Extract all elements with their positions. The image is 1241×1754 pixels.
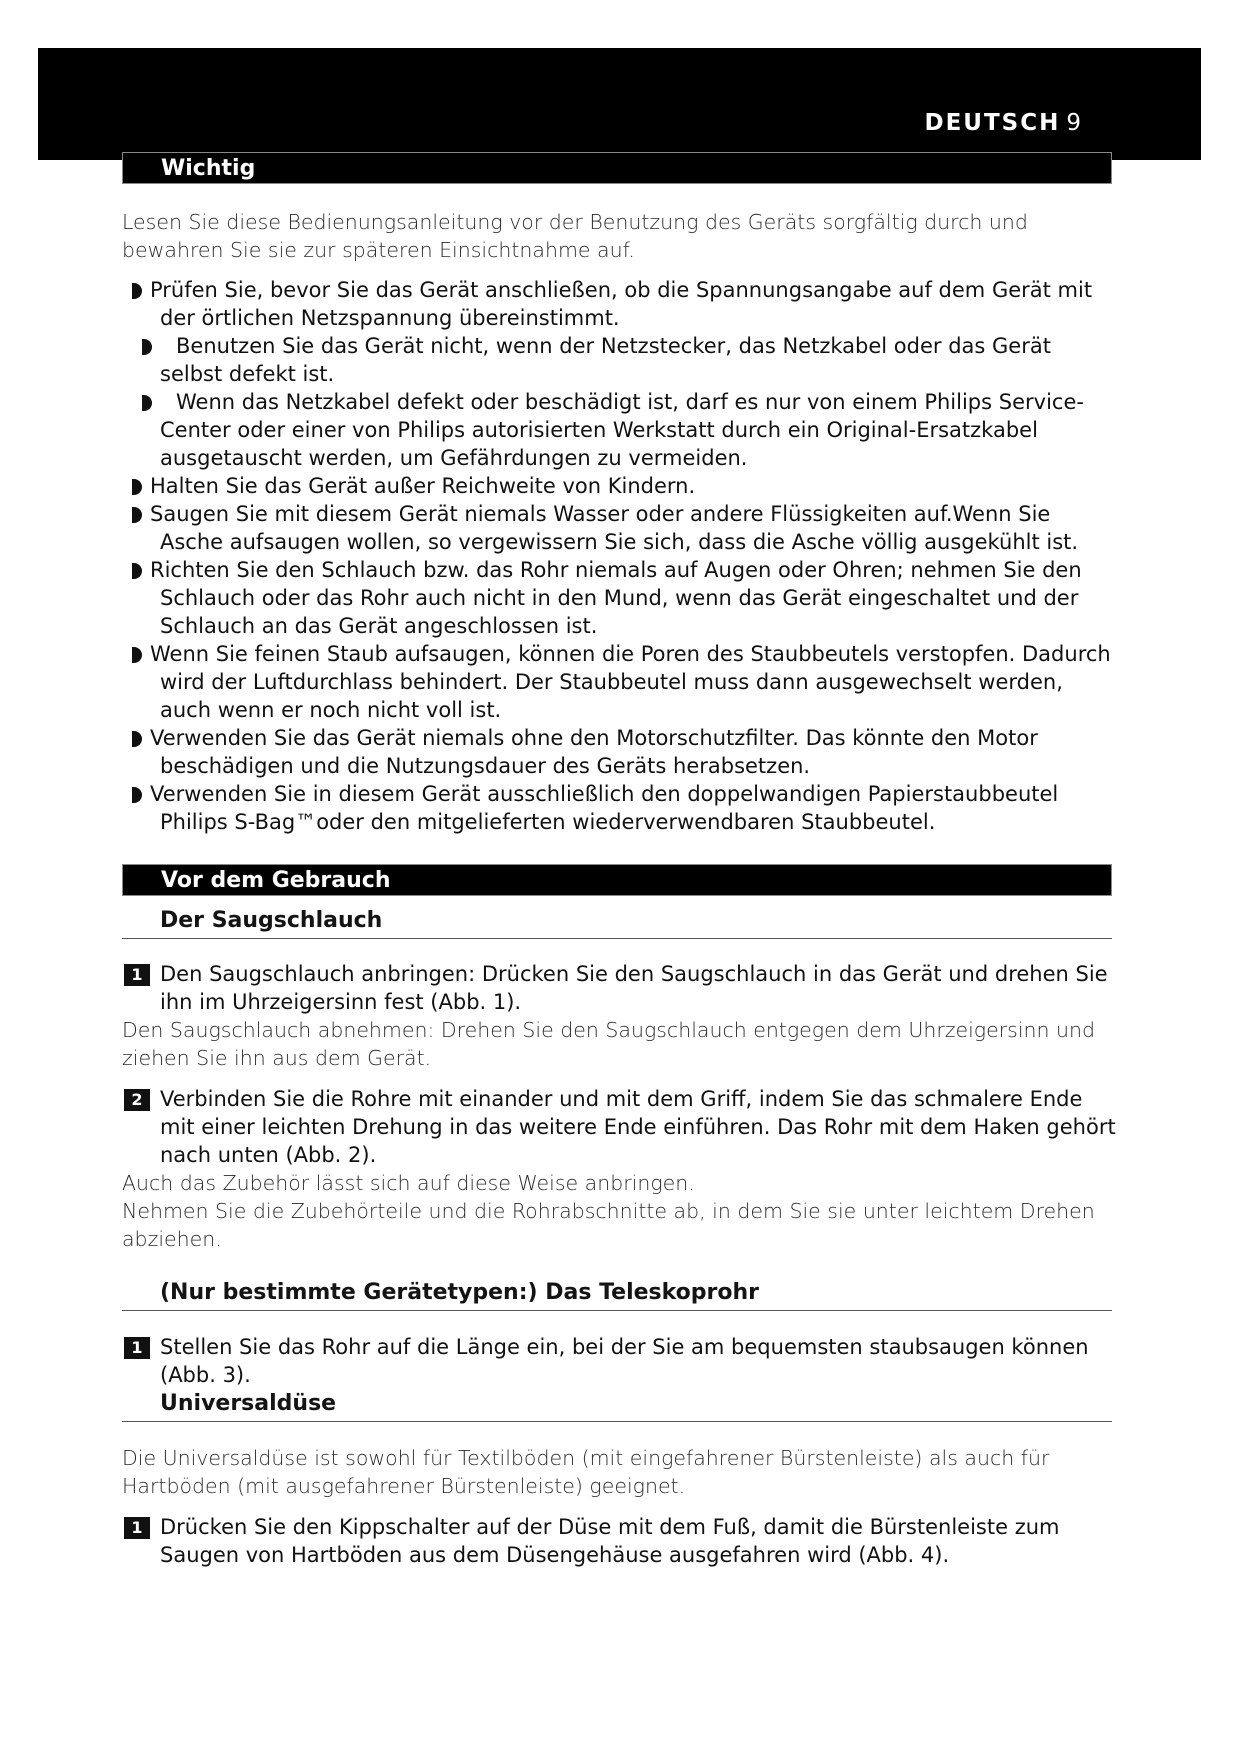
subheading-hose	[122, 904, 1112, 939]
section-heading-before-use	[122, 864, 1112, 896]
section-title: Wichtig	[161, 156, 256, 181]
warning-text: Prüfen Sie, bevor Sie das Gerät anschließen, ob die Spannungsangabe auf dem Gerät mit der örtlichen Netzspannung übereinstimmt.	[150, 278, 1093, 330]
bullet-icon	[132, 479, 142, 495]
bullet-icon	[132, 507, 142, 523]
bullet-icon	[142, 339, 152, 355]
bullet-icon	[132, 563, 142, 579]
warning-text: Wenn Sie feinen Staub aufsaugen, können die Poren des Staubbeutels verstopfen. Dadurch wird der Luftdurchlass behindert. Der Staubbeutel muss dann ausgewechselt werden, auch wenn er noch nicht voll ist.	[150, 642, 1111, 722]
subheading-telescopic-tube	[122, 1276, 1112, 1311]
bullet-icon	[132, 283, 142, 299]
subheading-universal-nozzle	[122, 1387, 1112, 1422]
language-name: DEUTSCH	[924, 110, 1061, 136]
step-item	[122, 960, 1117, 1016]
warning-text: Verwenden Sie das Gerät niemals ohne den Motorschutzfilter. Das könnte den Motor beschädigen und die Nutzungsdauer des Geräts herabsetzen.	[150, 726, 1038, 778]
warning-item	[122, 276, 1117, 332]
warning-item	[122, 332, 1117, 388]
warning-text: Benutzen Sie das Gerät nicht, wenn der Netzstecker, das Netzkabel oder das Gerät selbst defekt ist.	[160, 334, 1051, 386]
accessory-paragraph: Auch das Zubehör lässt sich auf diese Weise anbringen.	[122, 1171, 695, 1195]
step-item	[122, 1085, 1117, 1169]
nozzle-description: Die Universaldüse ist sowohl für Textilböden (mit eingefahrener Bürstenleiste) als auch für Hartböden (mit ausgefahrener Bürstenleiste) geeignet.	[122, 1446, 1050, 1498]
bullet-icon	[132, 787, 142, 803]
step-number-badge: 1	[124, 1337, 150, 1359]
subheading-title: Der Saugschlauch	[160, 908, 383, 933]
hose-remove-paragraph: Den Saugschlauch abnehmen: Drehen Sie den Saugschlauch entgegen dem Uhrzeigersinn und ziehen Sie ihn aus dem Gerät.	[122, 1018, 1096, 1070]
step-text: Den Saugschlauch anbringen: Drücken Sie den Saugschlauch in das Gerät und drehen Sie ihn im Uhrzeigersinn fest (Abb. 1).	[160, 962, 1108, 1014]
step-number-badge: 1	[124, 964, 150, 986]
warning-item	[122, 640, 1117, 724]
accessory-remove-paragraph: Nehmen Sie die Zubehörteile und die Rohrabschnitte ab, in dem Sie sie unter leichtem Drehen abziehen.	[122, 1199, 1095, 1251]
step-item	[122, 1333, 1117, 1389]
warning-text: Halten Sie das Gerät außer Reichweite von Kindern.	[150, 474, 696, 498]
subheading-title: (Nur bestimmte Gerätetypen:) Das Teleskoprohr	[160, 1280, 760, 1305]
step-text: Drücken Sie den Kippschalter auf der Düse mit dem Fuß, damit die Bürstenleiste zum Saugen von Hartböden aus dem Düsengehäuse ausgefahren wird (Abb. 4).	[160, 1515, 1060, 1567]
subheading-title: Universaldüse	[160, 1391, 337, 1416]
step-text: Verbinden Sie die Rohre mit einander und mit dem Griff, indem Sie das schmalere Ende mit einer leichten Drehung in das weitere Ende einführen. Das Rohr mit dem Haken gehört nach unten (Abb. 2).	[160, 1087, 1116, 1167]
section-heading-important	[122, 152, 1112, 184]
step-item	[122, 1513, 1117, 1569]
warning-text: Verwenden Sie in diesem Gerät ausschließlich den doppelwandigen Papierstaubbeutel Philips S-Bag™oder den mitgelieferten wiederverwendbaren Staubbeutel.	[150, 782, 1059, 834]
warning-item	[122, 388, 1117, 472]
warning-item	[122, 556, 1117, 640]
page-number: 9	[1066, 110, 1081, 136]
language-label	[924, 110, 1081, 136]
warning-text: Richten Sie den Schlauch bzw. das Rohr niemals auf Augen oder Ohren; nehmen Sie den Schlauch oder das Rohr auch nicht in den Mund, wenn das Gerät eingeschaltet und der Schlauch an das Gerät angeschlossen ist.	[150, 558, 1082, 638]
warning-item	[122, 724, 1117, 780]
section-title: Vor dem Gebrauch	[161, 868, 391, 893]
step-text: Stellen Sie das Rohr auf die Länge ein, bei der Sie am bequemsten staubsaugen können (Abb. 3).	[160, 1335, 1089, 1387]
warning-text: Saugen Sie mit diesem Gerät niemals Wasser oder andere Flüssigkeiten auf.Wenn Sie Asche aufsaugen wollen, so vergewissern Sie sich, dass die Asche völlig ausgekühlt ist.	[150, 502, 1079, 554]
bullet-icon	[132, 647, 142, 663]
header-bar	[38, 48, 1201, 160]
warning-item	[122, 780, 1117, 836]
step-number-badge: 1	[124, 1517, 150, 1539]
intro-paragraph: Lesen Sie diese Bedienungsanleitung vor der Benutzung des Geräts sorgfältig durch und bewahren Sie sie zur späteren Einsichtnahme auf.	[122, 210, 1028, 262]
warning-text: Wenn das Netzkabel defekt oder beschädigt ist, darf es nur von einem Philips Service-Center oder einer von Philips autorisierten Werkstatt durch ein Original-Ersatzkabel ausgetauscht werden, um Gefährdungen zu vermeiden.	[160, 390, 1084, 470]
step-number-badge: 2	[124, 1089, 150, 1111]
warning-item	[122, 472, 1117, 500]
bullet-icon	[142, 395, 152, 411]
bullet-icon	[132, 731, 142, 747]
warning-item	[122, 500, 1117, 556]
